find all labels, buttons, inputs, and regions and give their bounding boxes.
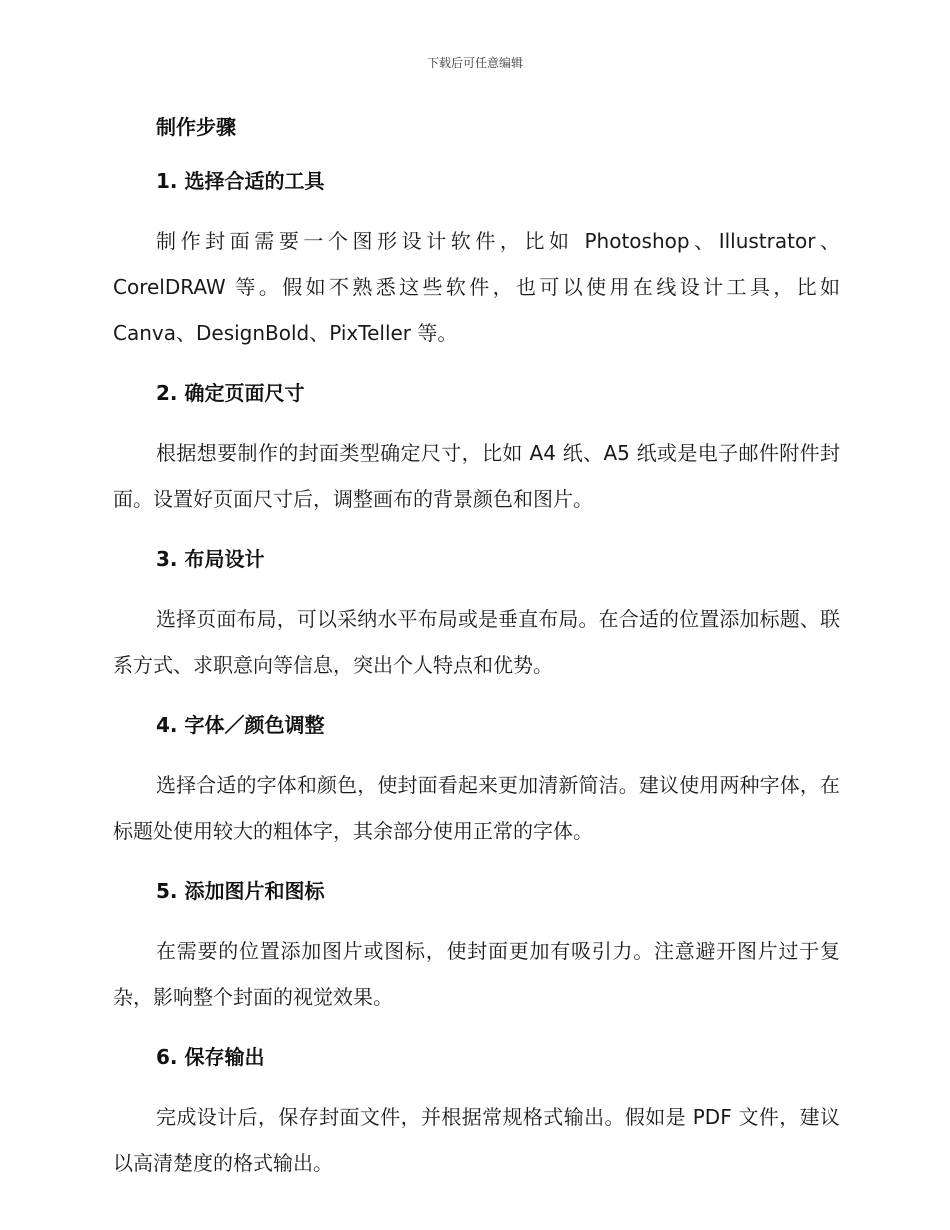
step-heading: 5. 添加图片和图标 xyxy=(156,879,325,903)
step-paragraph: 根据想要制作的封面类型确定尺寸，比如 A4 纸、A5 纸或是电子邮件附件封面。设置好页面尺寸后，调整画布的背景颜色和图片。 xyxy=(113,441,840,511)
step-3 xyxy=(113,542,840,688)
step-paragraph: 在需要的位置添加图片或图标，使封面更加有吸引力。注意避开图片过于复杂，影响整个封面的视觉效果。 xyxy=(113,939,840,1009)
document-body xyxy=(113,110,840,1206)
document-title: 制作步骤 xyxy=(156,115,236,139)
step-heading: 2. 确定页面尺寸 xyxy=(156,381,305,405)
step-paragraph: 选择页面布局，可以采纳水平布局或是垂直布局。在合适的位置添加标题、联系方式、求职意向等信息，突出个人特点和优势。 xyxy=(113,607,840,677)
step-4 xyxy=(113,708,840,854)
page-header: 下载后可任意编辑 xyxy=(426,56,523,70)
step-paragraph: 选择合适的字体和颜色，使封面看起来更加清新简洁。建议使用两种字体，在标题处使用较大的粗体字，其余部分使用正常的字体。 xyxy=(113,773,840,843)
step-2 xyxy=(113,376,840,522)
step-5 xyxy=(113,874,840,1020)
step-1 xyxy=(113,164,840,356)
step-heading: 6. 保存输出 xyxy=(156,1045,265,1069)
step-heading: 1. 选择合适的工具 xyxy=(156,169,325,193)
step-paragraph: 制作封面需要一个图形设计软件，比如 Photoshop、Illustrator、CorelDRAW 等。假如不熟悉这些软件，也可以使用在线设计工具，比如 Canva、DesignBold、PixTeller 等。 xyxy=(113,229,840,345)
step-heading: 4. 字体／颜色调整 xyxy=(156,713,325,737)
step-heading: 3. 布局设计 xyxy=(156,547,265,571)
step-6 xyxy=(113,1040,840,1186)
step-paragraph: 完成设计后，保存封面文件，并根据常规格式输出。假如是 PDF 文件，建议以高清楚度的格式输出。 xyxy=(113,1105,840,1175)
